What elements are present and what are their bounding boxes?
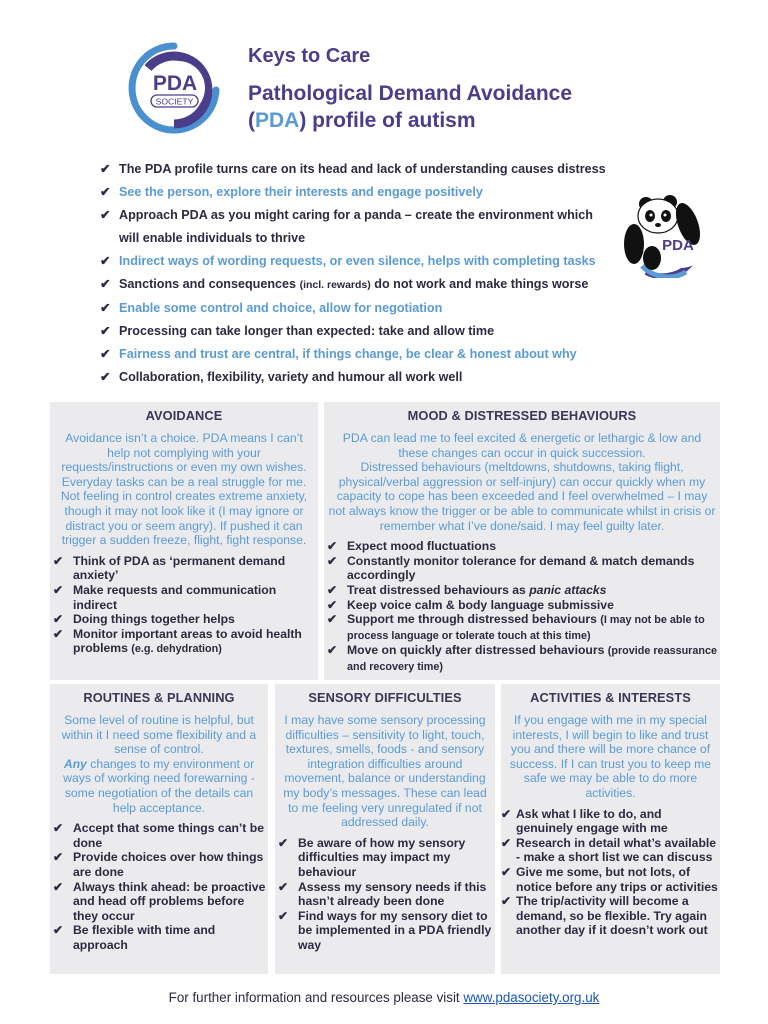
check-icon: ✔ [327, 643, 338, 658]
check-icon: ✔ [327, 597, 338, 612]
panel-sensory-difficulties [275, 684, 495, 974]
tips-list [324, 539, 720, 674]
page-subtitle-line2: (PDA) profile of autism [248, 109, 476, 132]
check-icon: ✔ [278, 879, 289, 894]
check-icon: ✔ [501, 894, 512, 909]
check-icon: ✔ [53, 612, 64, 627]
logo-text-pda: PDA [152, 72, 198, 95]
tip-item: ✔ Accept that some things can’t be done [53, 821, 264, 850]
tip-item: ✔ Provide choices over how things are done [53, 850, 264, 879]
panel-intro: Avoidance isn’t a choice. PDA means I can’t help not complying with your requests/instructions or even my own wishes. Everyday tasks can be a real struggle for me. Not feeling in control creates extreme anxiety, though it may not look like it (I may ignore or distract you or seem angry). If pushed it can trigger a sudden freeze, flight, fight response. [60, 431, 308, 548]
tip-item: ✔ Keep voice calm & body language submissive [327, 597, 614, 612]
page-title: Keys to Care [248, 45, 371, 67]
key-point: ✔ Fairness and trust are central, if things change, be clear & honest about why [100, 343, 610, 366]
tip-item: ✔ Make requests and communication indirect [53, 582, 277, 612]
key-point: ✔ See the person, explore their interests and engage positively [100, 181, 610, 204]
check-icon: ✔ [53, 821, 64, 836]
check-icon: ✔ [501, 864, 512, 879]
check-icon: ✔ [100, 162, 111, 176]
page-subtitle-line1: Pathological Demand Avoidance [248, 82, 573, 105]
pda-accent: PDA [255, 109, 300, 132]
key-point: ✔ Enable some control and choice, allow for negotiation [100, 297, 610, 320]
check-icon: ✔ [100, 277, 111, 291]
tips-list [275, 836, 495, 953]
footer [0, 990, 768, 1005]
check-icon: ✔ [501, 806, 512, 821]
pda-society-logo [128, 40, 220, 136]
tips-list [50, 554, 318, 657]
check-icon: ✔ [327, 582, 338, 597]
check-icon: ✔ [100, 254, 111, 268]
panel-avoidance [50, 402, 318, 680]
panda-illustration [620, 194, 714, 278]
key-point: ✔ Collaboration, flexibility, variety and humour all work well [100, 366, 610, 389]
check-icon: ✔ [53, 582, 64, 597]
check-icon: ✔ [327, 553, 338, 568]
check-icon: ✔ [327, 612, 338, 627]
panel-heading: SENSORY DIFFICULTIES [308, 690, 462, 705]
key-point: ✔ Sanctions and consequences (incl. rewards) do not work and make things worse [100, 273, 610, 297]
check-icon: ✔ [53, 553, 64, 568]
check-icon: ✔ [53, 626, 64, 641]
check-icon: ✔ [53, 879, 64, 894]
check-icon: ✔ [100, 208, 111, 222]
panel-heading: AVOIDANCE [145, 408, 223, 423]
check-icon: ✔ [100, 370, 111, 384]
tip-item: ✔ Expect mood fluctuations [327, 539, 496, 554]
panel-intro: Some level of routine is helpful, but within it I need some flexibility and a sense of control. Any changes to my environment or ways of working need forewarning - some negotiation of the details can help acceptance. [61, 713, 257, 815]
tip-item: ✔ Be aware of how my sensory difficulties may impact my behaviour [278, 835, 466, 879]
panel-intro: If you engage with me in my special interests, I will begin to like and trust you and there will be more chance of success. If I can trust you to keep me safe we may be able to do more activities. [509, 713, 712, 800]
logo-text-society: SOCIETY [155, 96, 194, 107]
tip-item: ✔ Doing things together helps [53, 612, 235, 627]
panel-mood-distressed-behaviours [324, 402, 720, 680]
check-icon: ✔ [100, 347, 111, 361]
tip-item: ✔ Always think ahead: be proactive and head off problems before they occur [53, 879, 266, 923]
tip-item: ✔ Treat distressed behaviours as panic attacks [327, 582, 607, 597]
check-icon: ✔ [501, 835, 512, 850]
panel-heading: MOOD & DISTRESSED BEHAVIOURS [407, 408, 637, 423]
key-points-list [100, 158, 610, 389]
tip-item: ✔ Be flexible with time and approach [53, 923, 216, 952]
check-icon: ✔ [278, 908, 289, 923]
check-icon: ✔ [100, 324, 111, 338]
panel-routines-planning [50, 684, 268, 974]
tip-item: ✔ Constantly monitor tolerance for demand & match demands accordingly [327, 553, 695, 583]
tip-item: ✔ Think of PDA as ‘permanent demand anxiety’ [53, 553, 286, 583]
key-point: ✔ Processing can take longer than expected: take and allow time [100, 320, 610, 343]
key-point: ✔ Approach PDA as you might caring for a panda – create the environment which will enable individuals to thrive [100, 204, 610, 250]
check-icon: ✔ [100, 185, 111, 199]
panel-heading: ROUTINES & PLANNING [83, 690, 235, 705]
tip-item: ✔ Research in detail what’s available - make a short list we can discuss [501, 835, 717, 865]
key-point: ✔ The PDA profile turns care on its head and lack of understanding causes distress [100, 158, 610, 181]
tip-item: ✔ Find ways for my sensory diet to be implemented in a PDA friendly way [278, 908, 492, 952]
key-point: ✔ Indirect ways of wording requests, or even silence, helps with completing tasks [100, 250, 610, 273]
panel-activities-interests [501, 684, 720, 974]
tip-item: ✔ Monitor important areas to avoid health problems (e.g. dehydration) [53, 626, 302, 656]
tips-list [501, 807, 720, 938]
check-icon: ✔ [53, 850, 64, 865]
tip-item: ✔ The trip/activity will become a demand, so be flexible. Try again another day if it doesn’t work out [501, 894, 708, 938]
panel-intro: I may have some sensory processing difficulties – sensitivity to light, touch, textures, smells, foods - and sensory integration difficulties around movement, balance or understanding my body’s messages. These can lead to me feeling very unregulated if not addressed daily. [283, 713, 487, 830]
tip-item: ✔ Support me through distressed behaviours (I may not be able to process language or tolerate touch at this time) [327, 612, 705, 642]
check-icon: ✔ [278, 835, 289, 850]
pda-society-link[interactable]: www.pdasociety.org.uk [463, 990, 600, 1005]
panel-intro: PDA can lead me to feel excited & energetic or lethargic & low and these changes can occur in quick succession. Distressed behaviours (meltdowns, shutdowns, taking flight, physical/verbal aggression or self-injury) can occur quickly when my capacity to cope has been exceeded and I feel overwhelmed – I may not always know the trigger or be able to communicate whilst in crisis or remember what I’ve done/said. I may feel guilty later. [328, 431, 716, 533]
tip-item: ✔ Give me some, but not lots, of notice before any trips or activities [501, 864, 718, 894]
panda-badge-text: PDA [662, 237, 694, 254]
check-icon: ✔ [53, 923, 64, 938]
check-icon: ✔ [100, 301, 111, 315]
tip-item: ✔ Assess my sensory needs if this hasn’t already been done [278, 879, 487, 909]
panel-heading: ACTIVITIES & INTERESTS [530, 690, 691, 705]
footer-text: For further information and resources please visit [168, 990, 460, 1005]
tips-list [50, 821, 268, 952]
tip-item: ✔ Ask what I like to do, and genuinely engage with me [501, 806, 668, 836]
tip-item: ✔ Move on quickly after distressed behaviours (provide reassurance and recovery time) [327, 643, 717, 673]
check-icon: ✔ [327, 539, 338, 554]
